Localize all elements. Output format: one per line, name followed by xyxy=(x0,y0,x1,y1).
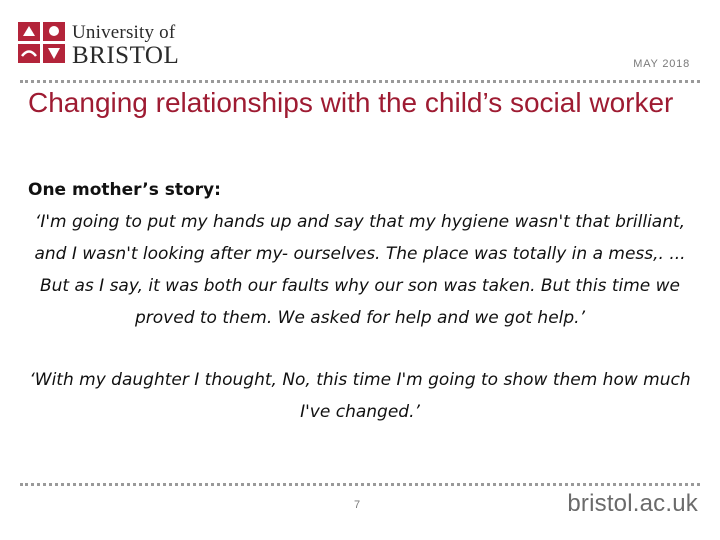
university-crest-icon xyxy=(18,22,66,64)
story-heading: One mother’s story: xyxy=(28,180,221,200)
footer-url: bristol.ac.uk xyxy=(567,490,698,517)
slide-title: Changing relationships with the child’s social worker xyxy=(28,87,674,118)
quote-2: ‘With my daughter I thought, No, this time I'm going to show them how much I've changed.’ xyxy=(29,370,691,422)
page-number: 7 xyxy=(354,499,361,511)
logo-line-1: University of xyxy=(72,22,176,43)
story-body xyxy=(28,178,692,428)
bottom-dotted-divider xyxy=(20,483,700,486)
quote-1: ‘I'm going to put my hands up and say that my hygiene wasn't that brilliant, and I wasn't looking after my- ourselves. The place was totally in a mess,. ... But as I say, it was both our faults why our son was taken. But this time we proved to them. We asked for help and we got help.’ xyxy=(34,212,686,328)
logo-wordmark xyxy=(72,20,179,68)
slide-date: MAY 2018 xyxy=(633,58,690,70)
top-dotted-divider xyxy=(20,80,700,83)
logo-line-2: BRISTOL xyxy=(72,42,180,69)
university-logo xyxy=(18,20,178,70)
